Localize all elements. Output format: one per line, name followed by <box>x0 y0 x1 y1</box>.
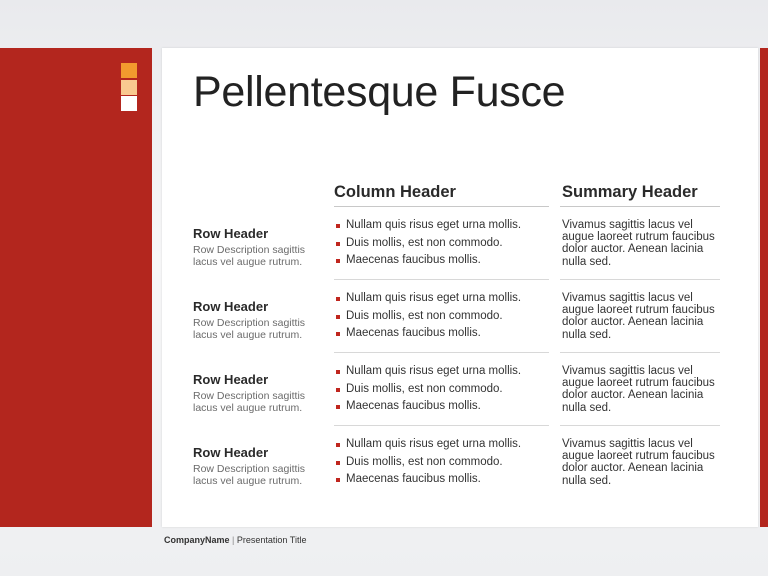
column-header: Column Header <box>334 183 456 201</box>
bullet-text: Nullam quis risus eget urna mollis. <box>346 219 522 231</box>
bullet-text: Maecenas faucibus mollis. <box>346 327 481 339</box>
bullet-icon <box>336 259 340 263</box>
footer-separator: | <box>232 535 235 545</box>
bullet-text: Duis mollis, est non commodo. <box>346 382 503 395</box>
accent-square-peach <box>121 80 137 95</box>
summary-text-3: Vivamus sagittis lacus vel augue laoreet rutrum faucibus dolor auctor. Aenean lacinia nulla sed. <box>562 365 715 414</box>
slide-title: Pellentesque Fusce <box>193 68 566 116</box>
row-divider <box>334 352 549 353</box>
summary-header: Summary Header <box>562 183 698 201</box>
bullet-text: Maecenas faucibus mollis. <box>346 400 481 412</box>
list-item <box>336 454 551 472</box>
row-divider <box>560 352 720 353</box>
accent-square-orange <box>121 63 137 78</box>
accent-square-white <box>121 96 137 111</box>
accent-squares <box>121 63 137 113</box>
row-header-2 <box>193 299 323 341</box>
bullet-list-2 <box>336 290 551 343</box>
row-header-4 <box>193 445 323 487</box>
list-item <box>336 471 551 489</box>
row-description: Row Description sagittis lacus vel augue rutrum. <box>193 463 306 487</box>
bullet-icon <box>336 332 340 336</box>
row-divider <box>334 279 549 280</box>
bullet-text: Duis mollis, est non commodo. <box>346 236 503 249</box>
footer <box>164 535 306 545</box>
bullet-text: Maecenas faucibus mollis. <box>346 254 481 266</box>
list-item <box>336 235 551 253</box>
row-divider <box>334 425 549 426</box>
row-title: Row Header <box>193 372 269 387</box>
list-item <box>336 363 551 381</box>
row-header-3 <box>193 372 323 414</box>
bullet-text: Nullam quis risus eget urna mollis. <box>346 438 522 450</box>
list-item <box>336 252 551 270</box>
list-item <box>336 325 551 343</box>
row-header-1 <box>193 226 323 268</box>
bullet-icon <box>336 297 340 301</box>
left-red-band <box>0 48 152 527</box>
row-divider <box>560 279 720 280</box>
bullet-list-1 <box>336 217 551 270</box>
list-item <box>336 308 551 326</box>
footer-presentation-title: Presentation Title <box>236 535 307 545</box>
summary-text-4: Vivamus sagittis lacus vel augue laoreet rutrum faucibus dolor auctor. Aenean lacinia nulla sed. <box>562 438 715 487</box>
row-title: Row Header <box>193 299 269 314</box>
right-red-strip <box>760 48 768 527</box>
row-description: Row Description sagittis lacus vel augue rutrum. <box>193 390 306 414</box>
summary-text-2: Vivamus sagittis lacus vel augue laoreet rutrum faucibus dolor auctor. Aenean lacinia nulla sed. <box>562 292 715 341</box>
bullet-icon <box>336 405 340 409</box>
bullet-icon <box>336 224 340 228</box>
list-item <box>336 381 551 399</box>
summary-header-rule <box>560 206 720 207</box>
footer-company-name: CompanyName <box>164 535 230 545</box>
row-divider <box>560 425 720 426</box>
bullet-icon <box>336 242 340 246</box>
bullet-icon <box>336 478 340 482</box>
bullet-text: Nullam quis risus eget urna mollis. <box>346 292 522 304</box>
column-header-rule <box>334 206 549 207</box>
list-item <box>336 217 551 235</box>
row-description: Row Description sagittis lacus vel augue rutrum. <box>193 244 306 268</box>
bullet-list-3 <box>336 363 551 416</box>
bullet-icon <box>336 370 340 374</box>
bullet-icon <box>336 461 340 465</box>
list-item <box>336 436 551 454</box>
bullet-icon <box>336 388 340 392</box>
row-description: Row Description sagittis lacus vel augue rutrum. <box>193 317 306 341</box>
bullet-icon <box>336 443 340 447</box>
bullet-text: Duis mollis, est non commodo. <box>346 309 503 322</box>
list-item <box>336 290 551 308</box>
bullet-text: Maecenas faucibus mollis. <box>346 473 481 485</box>
row-title: Row Header <box>193 445 269 460</box>
summary-text-1: Vivamus sagittis lacus vel augue laoreet rutrum faucibus dolor auctor. Aenean lacinia nulla sed. <box>562 219 715 268</box>
bullet-text: Duis mollis, est non commodo. <box>346 455 503 468</box>
list-item <box>336 398 551 416</box>
row-title: Row Header <box>193 226 269 241</box>
bullet-text: Nullam quis risus eget urna mollis. <box>346 365 522 377</box>
bullet-icon <box>336 315 340 319</box>
slide-card <box>162 48 758 527</box>
bullet-list-4 <box>336 436 551 489</box>
